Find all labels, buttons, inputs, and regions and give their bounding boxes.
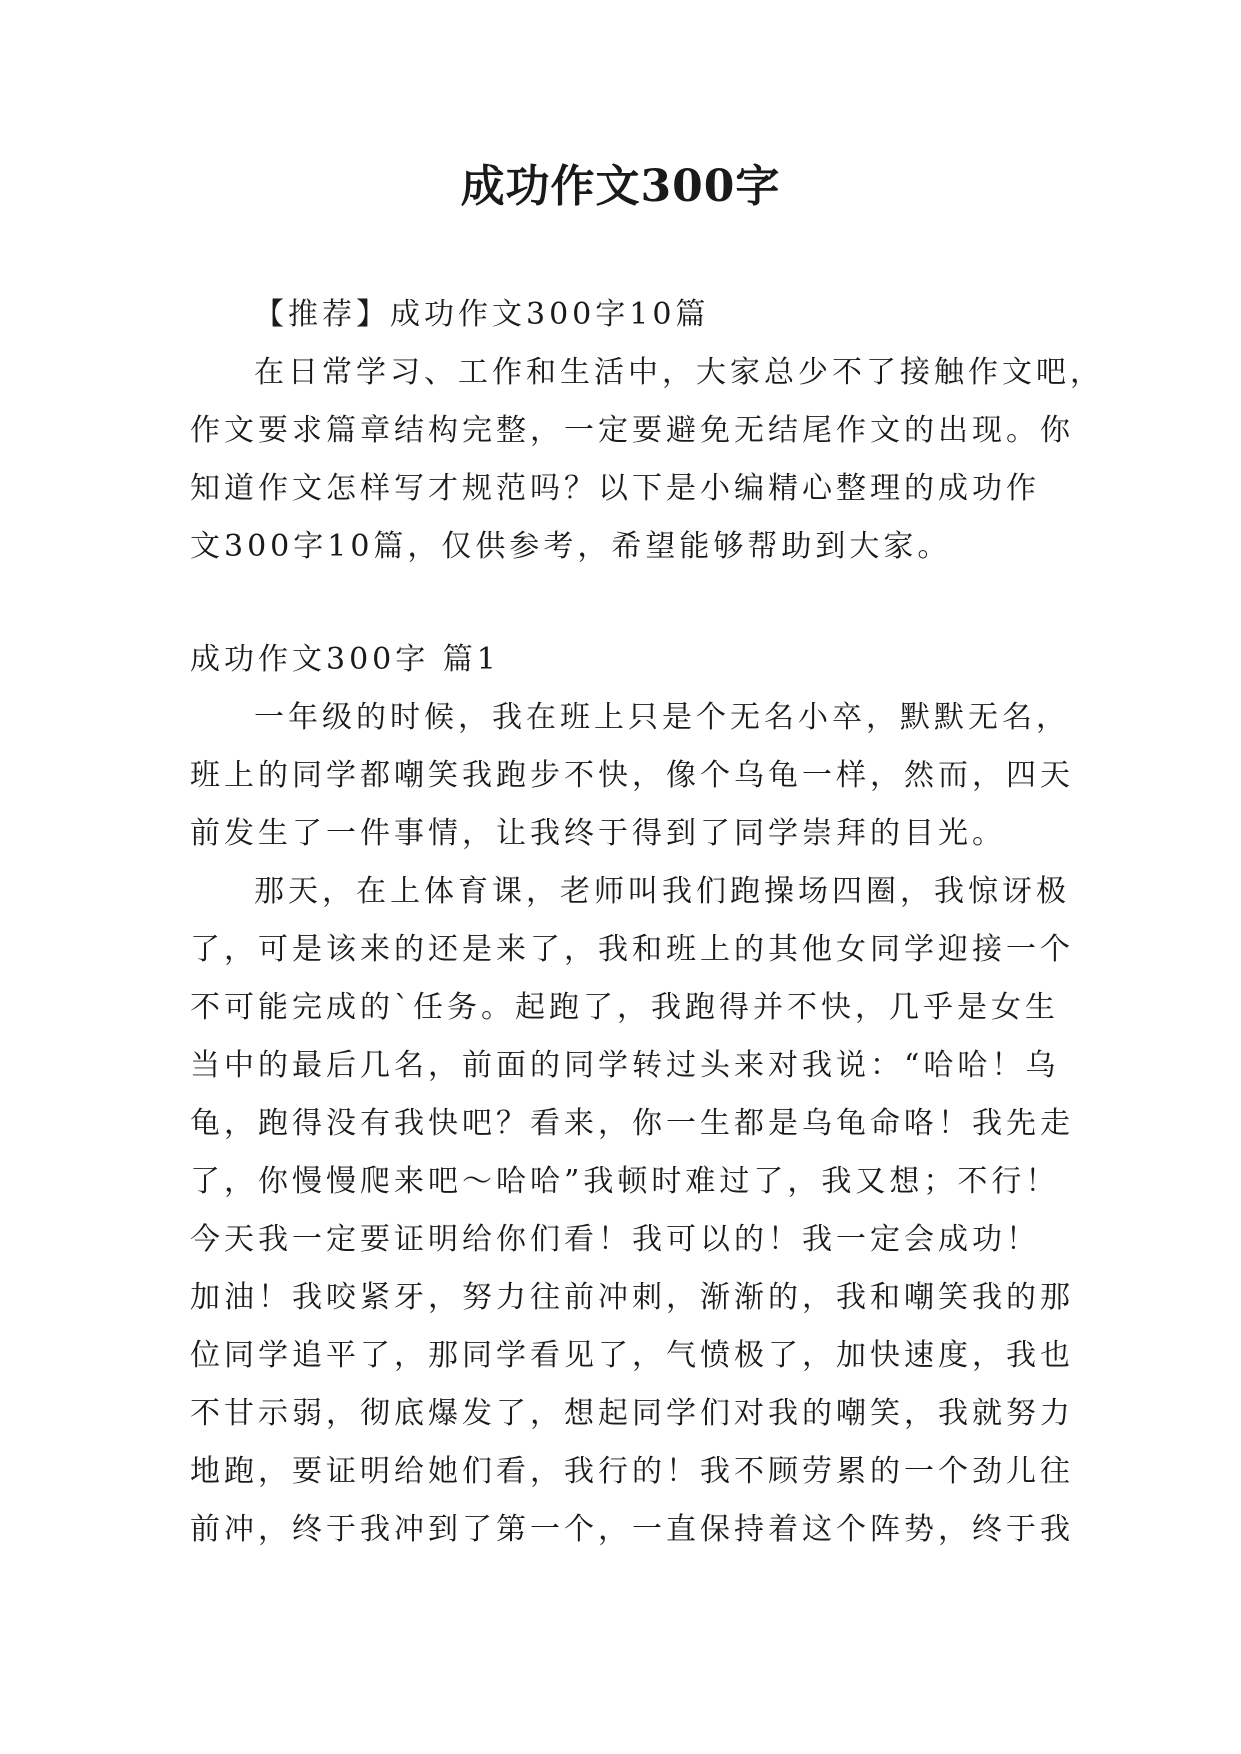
paragraph-line: 位同学追平了，那同学看见了，气愤极了，加快速度，我也 xyxy=(190,1338,1074,1373)
section-heading: 成功作文300字 篇1 xyxy=(190,642,500,677)
document-body xyxy=(190,286,1104,1559)
paragraph-line: 今天我一定要证明给你们看！我可以的！我一定会成功！ xyxy=(190,1222,1040,1257)
intro-line: 文300字10篇，仅供参考，希望能够帮助到大家。 xyxy=(190,529,952,564)
paragraph-line: 地跑，要证明给她们看，我行的！我不顾劳累的一个劲儿往 xyxy=(190,1454,1074,1489)
paragraph-line: 龟，跑得没有我快吧？看来，你一生都是乌龟命咯！我先走 xyxy=(190,1106,1074,1141)
paragraph-line: 前发生了一件事情，让我终于得到了同学崇拜的目光。 xyxy=(190,816,1006,851)
paragraph-line: 不甘示弱，彻底爆发了，想起同学们对我的嘲笑，我就努力 xyxy=(190,1396,1074,1431)
paragraph-line: 了，你慢慢爬来吧～哈哈”我顿时难过了，我又想；不行！ xyxy=(190,1164,1060,1199)
paragraph-line: 一年级的时候，我在班上只是个无名小卒，默默无名， xyxy=(254,700,1070,735)
document-subtitle: 【推荐】成功作文300字10篇 xyxy=(254,297,710,332)
paragraph-2 xyxy=(190,863,1074,1559)
paragraph-line: 了，可是该来的还是来了，我和班上的其他女同学迎接一个 xyxy=(190,932,1074,967)
paragraph-1 xyxy=(190,689,1074,863)
paragraph-line: 当中的最后几名，前面的同学转过头来对我说：“哈哈！乌 xyxy=(190,1048,1060,1083)
paragraph-line: 班上的同学都嘲笑我跑步不快，像个乌龟一样，然而，四天 xyxy=(190,758,1074,793)
paragraph-line: 那天，在上体育课，老师叫我们跑操场四圈，我惊讶极 xyxy=(254,874,1070,909)
intro-line: 知道作文怎样写才规范吗？以下是小编精心整理的成功作 xyxy=(190,471,1040,506)
intro-line: 作文要求篇章结构完整，一定要避免无结尾作文的出现。你 xyxy=(190,413,1074,448)
intro-line: 在日常学习、工作和生活中，大家总少不了接触作文吧， xyxy=(254,355,1104,390)
paragraph-line: 前冲，终于我冲到了第一个，一直保持着这个阵势，终于我 xyxy=(190,1512,1074,1547)
document-title: 成功作文300字 xyxy=(460,161,781,212)
paragraph-line: 加油！我咬紧牙，努力往前冲刺，渐渐的，我和嘲笑我的那 xyxy=(190,1280,1074,1315)
paragraph-line: 不可能完成的`任务。起跑了，我跑得并不快，几乎是女生 xyxy=(190,990,1059,1025)
intro-paragraph xyxy=(190,344,1104,576)
